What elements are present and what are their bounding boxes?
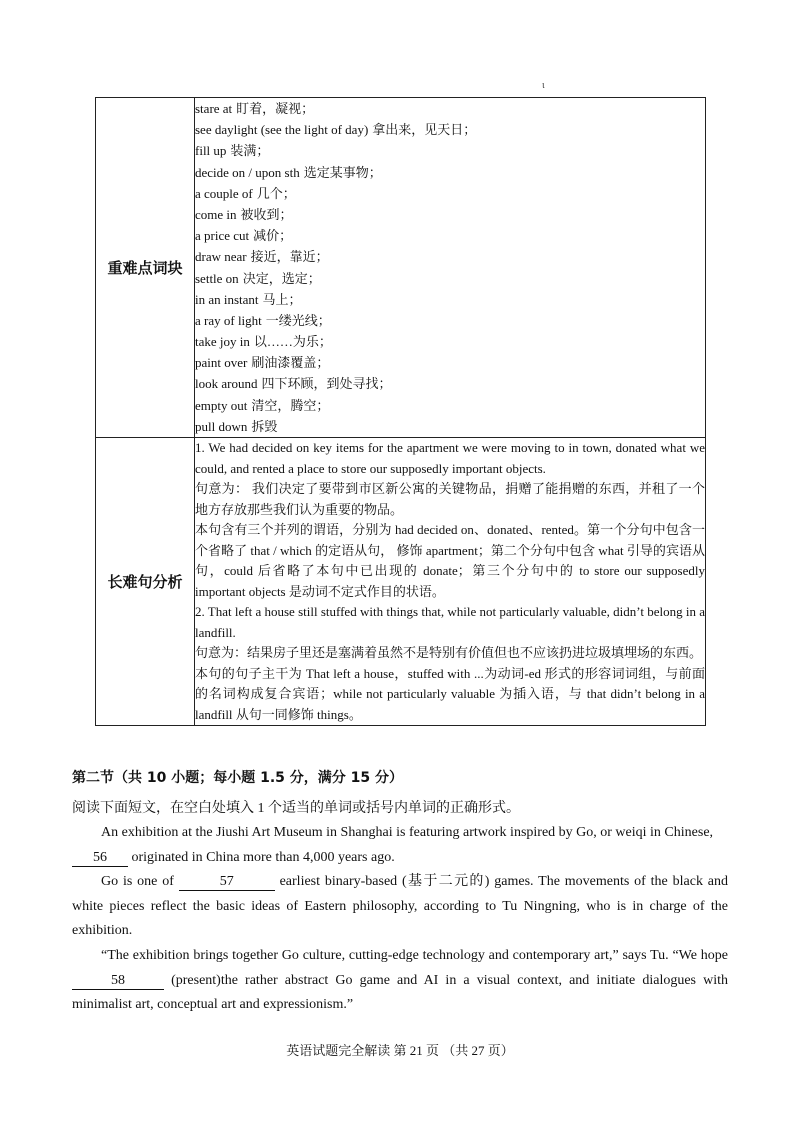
phrase-item (195, 140, 705, 161)
phrase-item (195, 395, 705, 416)
section-title: 第二节（共 10 小题；每小题 1.5 分，满分 15 分） (72, 770, 404, 786)
paragraph-2-text-b: earliest binary-based (基于二元的) games. The movements of the black and white pieces reflect the basic ideas of Eastern philosophy, according to Tu Ningning, who is in charge of the exhibition. (72, 874, 729, 939)
phrase-en: paint over (195, 355, 248, 371)
phrase-en: draw near (195, 249, 247, 265)
phrase-item (195, 119, 705, 140)
paragraph-1-text-b: originated in China more than 4,000 years ago. (128, 849, 395, 865)
analysis-paragraph: 句意为： 我们决定了要带到市区新公寓的关键物品，捐赠了能捐赠的东西，并租了一个地方存放那些我们认为重要的物品。 (195, 481, 705, 517)
analysis-paragraph: 2. That left a house still stuffed with things that, while not particularly valuable, didn’t belong in a landfill. (195, 604, 705, 640)
phrase-en: a price cut (195, 228, 250, 244)
vocab-header: 重难点词块 (96, 98, 195, 438)
paragraph-1 (72, 821, 728, 870)
phrase-en: take joy in (195, 334, 250, 350)
paragraph-3-text-a: “The exhibition brings together Go culture, cutting-edge technology and contemporary art,” says Tu. “We hope (101, 947, 728, 963)
phrase-zh: 马上； (262, 291, 302, 307)
phrase-en: a couple of (195, 185, 253, 201)
analysis-paragraph: 本句含有三个并列的谓语，分别为 had decided on、donated、rented。第一个分句中包含一个省略了 that / which 的定语从句， 修饰 apartment；第二个分句中包含 what 引导的宾语从句，could 后省略了本句中已出现的 donate；第三个分句中的 to store our supposedly important objects 是动词不定式作目的状语。 (195, 522, 705, 599)
phrase-item (195, 352, 705, 373)
phrase-item (195, 225, 705, 246)
phrase-en: a ray of light (195, 312, 262, 328)
phrase-item (195, 183, 705, 204)
phrase-zh: 盯着，凝视； (236, 101, 315, 116)
blank-57[interactable]: 57 (179, 873, 275, 891)
phrase-zh: 决定，选定； (242, 270, 321, 286)
analysis-paragraph: 本句的句子主干为 That left a house，stuffed with ...为动词-ed 形式的形容词词组，与前面的名词构成复合宾语；while not particularly valuable 为插入语，与 that didn’t belong in a landfill 从句一同修饰 things。 (195, 665, 705, 722)
phrase-zh: 拆毁 (251, 418, 278, 434)
phrase-item (195, 416, 705, 437)
phrase-item (195, 268, 705, 289)
paragraph-1-text-a: An exhibition at the Jiushi Art Museum in Shanghai is featuring artwork inspired by Go, or weiqi in Chinese, (101, 825, 714, 840)
phrase-zh: 减价； (253, 228, 293, 244)
vocab-table (95, 97, 706, 726)
phrase-zh: 装满； (230, 143, 270, 159)
phrase-zh: 刷油漆覆盖； (251, 355, 330, 371)
blank-58[interactable]: 58 (72, 972, 164, 990)
phrase-en: fill up (195, 143, 227, 159)
phrase-en: stare at (195, 101, 233, 116)
analysis-header: 长难句分析 (96, 438, 195, 726)
phrase-en: decide on / upon sth (195, 164, 300, 180)
vocab-row (96, 98, 706, 438)
phrase-en: pull down (195, 418, 248, 434)
phrase-en: come in (195, 206, 237, 222)
passage (72, 821, 728, 1018)
phrase-zh: 清空，腾空； (251, 397, 330, 413)
analysis-content (195, 438, 706, 726)
phrase-zh: 被收到； (240, 206, 293, 222)
analysis-row (96, 438, 706, 726)
analysis-paragraph: 1. We had decided on key items for the apartment we were moving to in town, donated what we could, and rented a place to store our supposedly important objects. (195, 440, 705, 476)
phrase-item (195, 331, 705, 352)
phrase-item (195, 162, 705, 183)
phrase-en: empty out (195, 397, 248, 413)
phrase-en: settle on (195, 270, 239, 286)
paragraph-2 (72, 870, 728, 944)
paragraph-2-text-a: Go is one of (101, 874, 179, 890)
instruction: 阅读下面短文，在空白处填入 1 个适当的单词或括号内单词的正确形式。 (72, 801, 520, 816)
page-footer: 英语试题完全解读 第 21 页 （共 27 页） (286, 1043, 514, 1058)
paragraph-3-text-b: (present)the rather abstract Go game and AI in a visual context, and initiate dialogues with minimalist art, conceptual art and expressionism.” (72, 972, 728, 1013)
phrase-list (195, 98, 706, 438)
blank-56[interactable]: 56 (72, 849, 128, 867)
phrase-zh: 以……为乐； (253, 334, 332, 350)
phrase-item (195, 310, 705, 331)
phrase-zh: 选定某事物； (303, 164, 382, 180)
phrase-item (195, 204, 705, 225)
corner-mark: ι (542, 80, 545, 91)
phrase-item (195, 373, 705, 394)
phrase-zh: 几个； (256, 185, 296, 201)
phrase-en: in an instant (195, 291, 259, 307)
analysis-paragraph: 句意为：结果房子里还是塞满着虽然不是特别有价值但也不应该扔进垃圾填埋场的东西。 (195, 645, 703, 660)
phrase-en: see daylight (see the light of day) (195, 122, 369, 138)
phrase-item (195, 289, 705, 310)
phrase-zh: 四下环顾，到处寻找； (261, 376, 392, 392)
phrase-item (195, 98, 705, 119)
phrase-zh: 接近，靠近； (250, 249, 329, 265)
phrase-en: look around (195, 376, 258, 392)
phrase-zh: 拿出来，见天日； (372, 122, 477, 138)
phrase-item (195, 246, 705, 267)
paragraph-3 (72, 944, 728, 1018)
phrase-zh: 一缕光线； (265, 312, 331, 328)
